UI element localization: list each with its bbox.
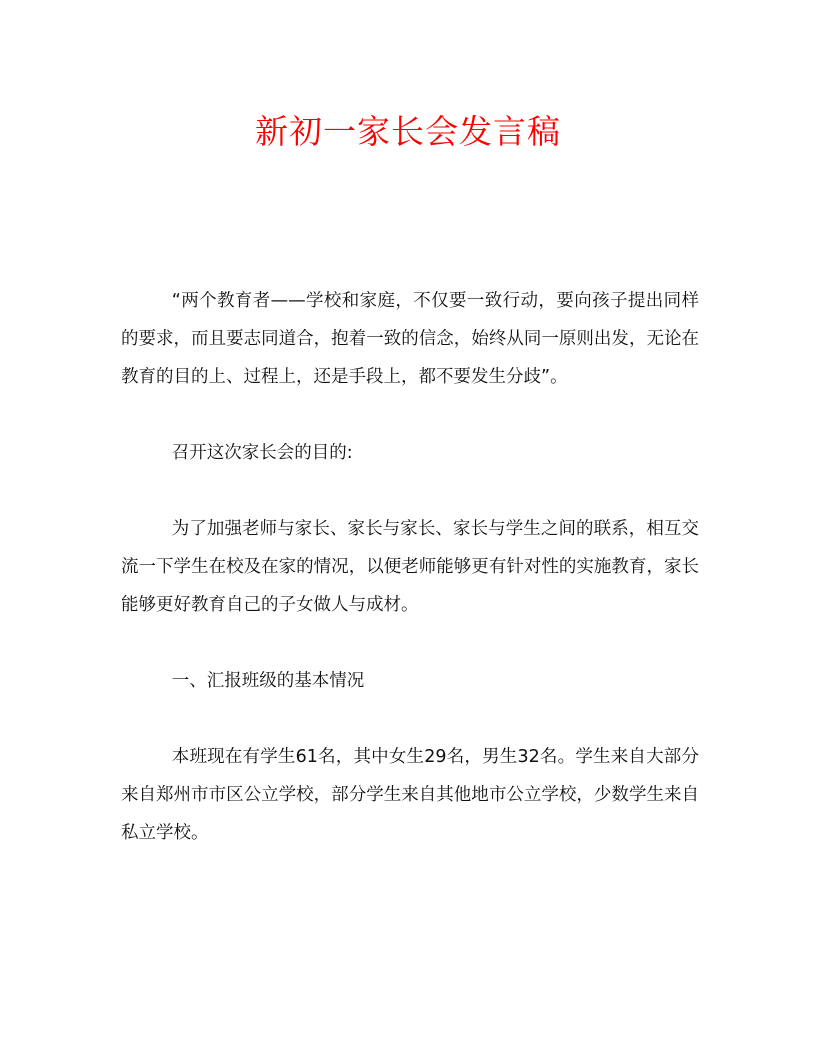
document-title: 新初一家长会发言稿 <box>255 112 561 151</box>
paragraph-purpose-heading: 召开这次家长会的目的: <box>171 443 353 463</box>
paragraph-class-stats: 本班现在有学生61名，其中女生29名，男生32名。学生来自大部分来自郑州市市区公立学校，部分学生来自其他地市公立学校，少数学生来自私立学校。 <box>121 747 699 843</box>
document-body <box>121 282 699 890</box>
section-heading-class-report: 一、汇报班级的基本情况 <box>171 671 365 691</box>
paragraph-quote: “两个教育者——学校和家庭，不仅要一致行动，要向孩子提出同样的要求，而且要志同道合，抱着一致的信念，始终从同一原则出发，无论在教育的目的上、过程上，还是手段上，都不要发生分歧”。 <box>121 291 699 387</box>
paragraph-purpose: 为了加强老师与家长、家长与家长、家长与学生之间的联系，相互交流一下学生在校及在家的情况，以便老师能够更有针对性的实施教育，家长能够更好教育自己的子女做人与成材。 <box>121 519 699 615</box>
